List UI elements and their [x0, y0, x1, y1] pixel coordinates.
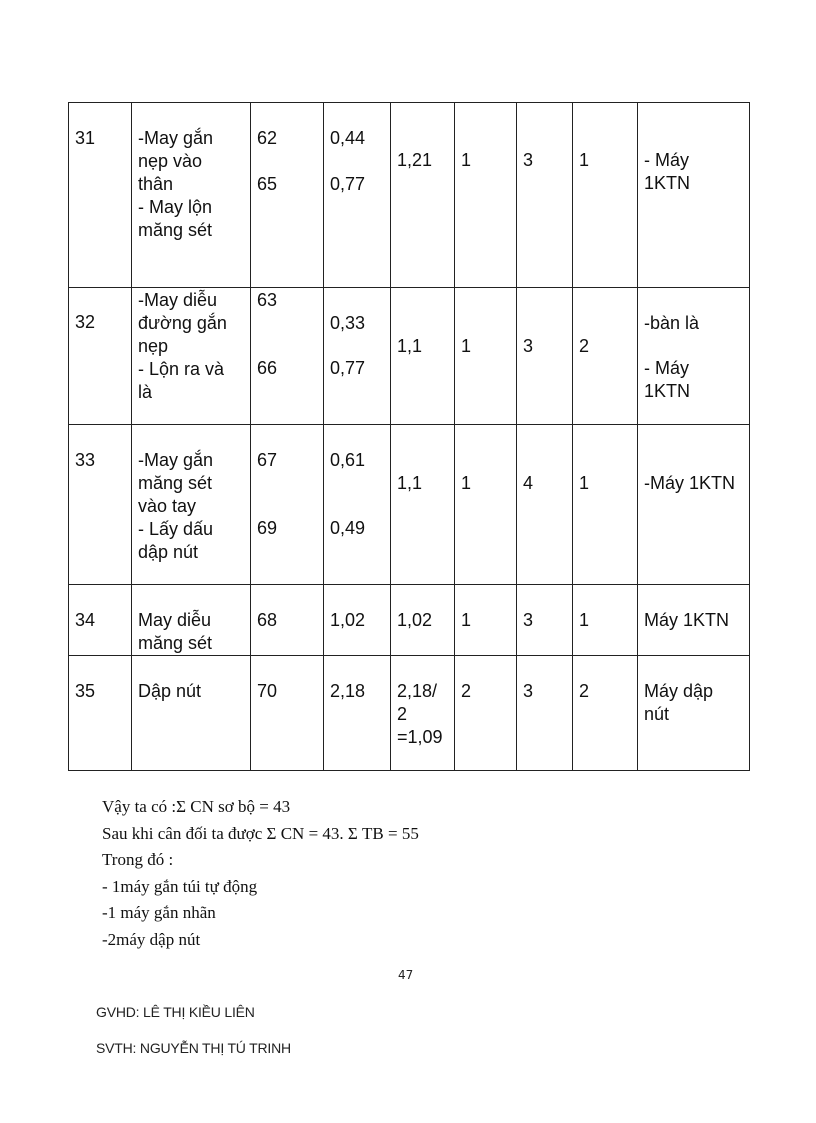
- stt-cell: 32: [69, 288, 132, 425]
- worker-count-cell: 1: [455, 103, 517, 288]
- total-time-cell: 1,21: [391, 103, 455, 288]
- time-cell: 2,18: [324, 656, 391, 771]
- worker-count-cell: 1: [455, 425, 517, 585]
- time-cell: 0,44 0,77: [324, 103, 391, 288]
- summary-block: [102, 794, 419, 953]
- table-row: [69, 585, 750, 656]
- task-cell: -May gắn măng sét vào tay - Lấy dấu dập nút: [132, 425, 251, 585]
- code-cell: 67 69: [251, 425, 324, 585]
- stt-cell: 33: [69, 425, 132, 585]
- footer-advisor: GVHD: LÊ THỊ KIỀU LIÊN: [96, 1004, 255, 1020]
- task-cell: Dập nút: [132, 656, 251, 771]
- summary-line: Vậy ta có :Σ CN sơ bộ = 43: [102, 797, 291, 816]
- stt-cell: 31: [69, 103, 132, 288]
- page-number: 47: [398, 968, 414, 982]
- total-time-cell: 1,1: [391, 288, 455, 425]
- time-cell: 0,61 0,49: [324, 425, 391, 585]
- worker-count-cell: 1: [455, 585, 517, 656]
- equipment-count-cell: 1: [573, 585, 638, 656]
- worker-count-cell: 1: [455, 288, 517, 425]
- summary-line: -1 máy gắn nhãn: [102, 903, 216, 922]
- task-cell: -May gắn nẹp vào thân - May lộn măng sét: [132, 103, 251, 288]
- equipment-count-cell: 2: [573, 656, 638, 771]
- task-cell: May diễu măng sét: [132, 585, 251, 656]
- equipment-cell: Máy dập nút: [638, 656, 750, 771]
- total-time-cell: 1,1: [391, 425, 455, 585]
- equipment-cell: -bàn là - Máy 1KTN: [638, 288, 750, 425]
- table-row: [69, 425, 750, 585]
- equipment-cell: Máy 1KTN: [638, 585, 750, 656]
- table-row: [69, 656, 750, 771]
- grade-cell: 3: [517, 103, 573, 288]
- stt-cell: 35: [69, 656, 132, 771]
- code-cell: 62 65: [251, 103, 324, 288]
- total-time-cell: 1,02: [391, 585, 455, 656]
- code-cell: 70: [251, 656, 324, 771]
- summary-line: Trong đó :: [102, 850, 174, 869]
- table-row: [69, 288, 750, 425]
- total-time-cell: 2,18/ 2 =1,09: [391, 656, 455, 771]
- worker-count-cell: 2: [455, 656, 517, 771]
- summary-line: Sau khi cân đối ta được Σ CN = 43. Σ TB = 55: [102, 823, 419, 843]
- process-table: [68, 102, 750, 771]
- stt-cell: 34: [69, 585, 132, 656]
- table-row: [69, 103, 750, 288]
- grade-cell: 4: [517, 425, 573, 585]
- footer-student: SVTH: NGUYỄN THỊ TÚ TRINH: [96, 1040, 291, 1056]
- code-cell: 68: [251, 585, 324, 656]
- time-cell: 0,33 0,77: [324, 288, 391, 425]
- equipment-cell: -Máy 1KTN: [638, 425, 750, 585]
- grade-cell: 3: [517, 585, 573, 656]
- grade-cell: 3: [517, 656, 573, 771]
- equipment-count-cell: 2: [573, 288, 638, 425]
- summary-line: -2máy dập nút: [102, 929, 201, 949]
- task-cell: -May diễu đường gắn nẹp - Lộn ra và là: [132, 288, 251, 425]
- code-cell: 63 66: [251, 288, 324, 425]
- equipment-cell: - Máy 1KTN: [638, 103, 750, 288]
- time-cell: 1,02: [324, 585, 391, 656]
- summary-line: - 1máy gắn túi tự động: [102, 876, 258, 896]
- grade-cell: 3: [517, 288, 573, 425]
- equipment-count-cell: 1: [573, 425, 638, 585]
- equipment-count-cell: 1: [573, 103, 638, 288]
